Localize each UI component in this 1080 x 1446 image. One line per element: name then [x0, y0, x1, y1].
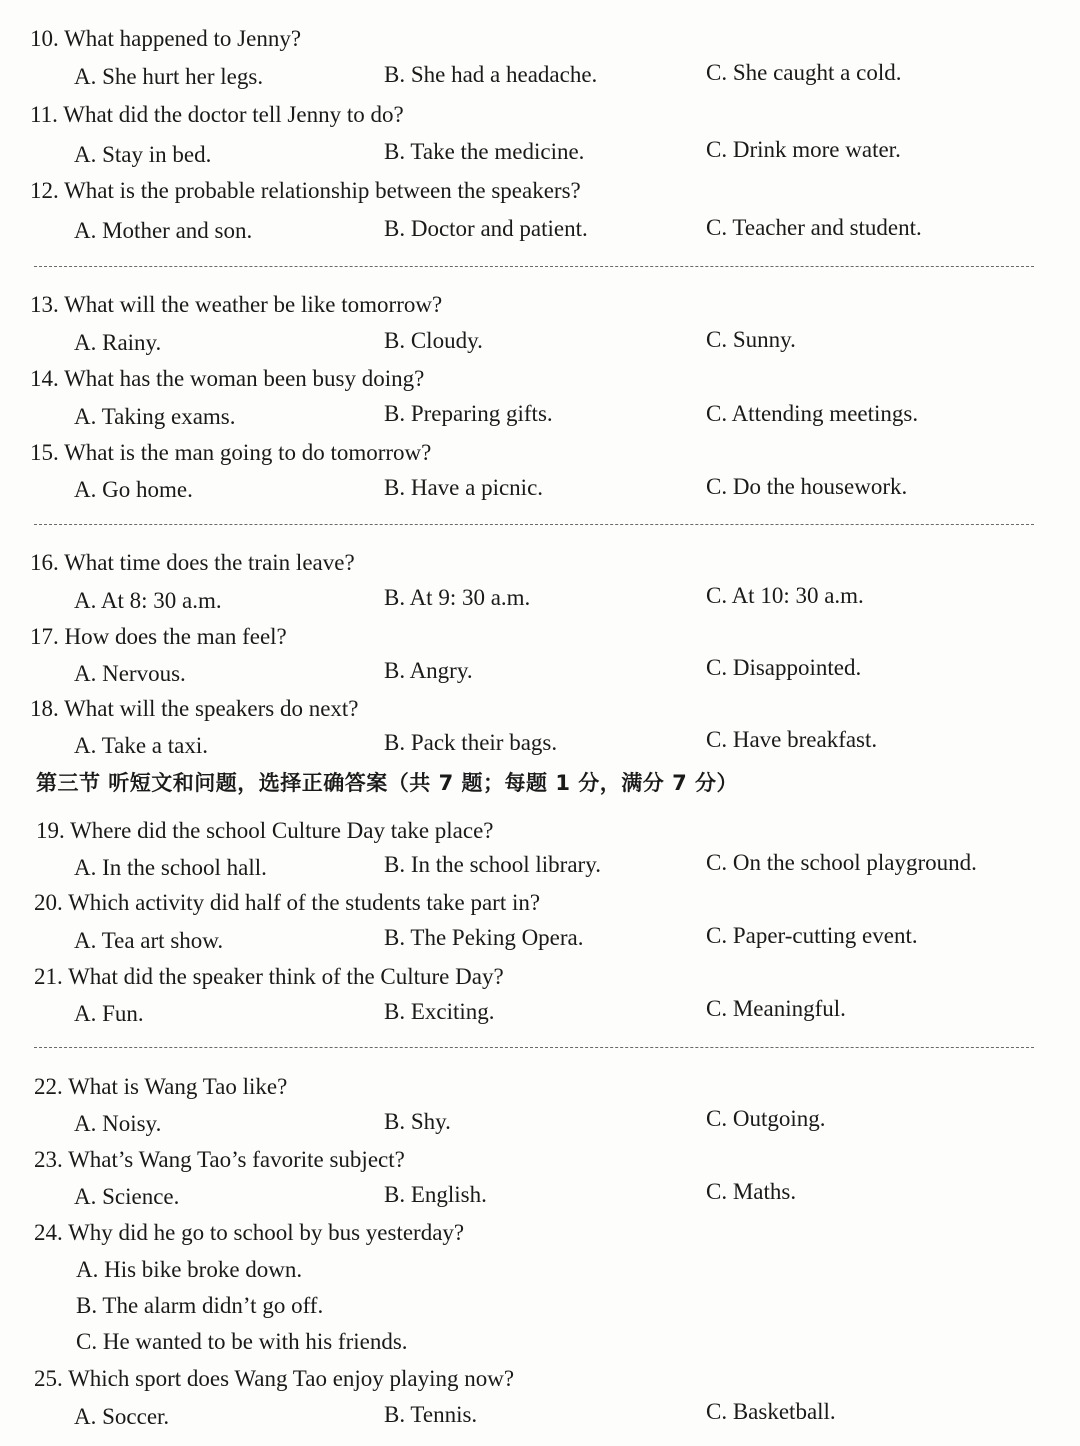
option-c: C. On the school playground.: [706, 850, 977, 875]
option-a: A. Taking exams.: [74, 404, 236, 429]
option-b: B. English.: [384, 1182, 487, 1207]
question-stem: 15. What is the man going to do tomorrow?: [30, 440, 432, 465]
option-b: B. Angry.: [384, 658, 473, 683]
option-b: B. The alarm didn’t go off.: [76, 1293, 324, 1318]
question-stem: 12. What is the probable relationship between the speakers?: [30, 178, 581, 203]
option-c: C. At 10: 30 a.m.: [706, 583, 864, 608]
option-c: C. Have breakfast.: [706, 727, 878, 752]
option-c: C. Teacher and student.: [706, 215, 922, 240]
option-a: A. Mother and son.: [74, 218, 253, 243]
option-a: A. Soccer.: [74, 1404, 170, 1429]
option-a: A. Tea art show.: [74, 928, 224, 953]
option-a: A. Fun.: [74, 1001, 144, 1026]
option-c: C. Sunny.: [706, 327, 796, 352]
question-stem: 19. Where did the school Culture Day take place?: [36, 818, 494, 843]
question-stem: 10. What happened to Jenny?: [30, 26, 302, 51]
option-a: A. Go home.: [74, 477, 193, 502]
question-stem: 11. What did the doctor tell Jenny to do?: [30, 102, 404, 127]
option-a: A. Rainy.: [74, 330, 162, 355]
option-a: A. She hurt her legs.: [74, 64, 264, 89]
option-b: B. Shy.: [384, 1109, 451, 1134]
question-stem: 24. Why did he go to school by bus yesterday?: [34, 1220, 465, 1245]
option-c: C. He wanted to be with his friends.: [76, 1329, 408, 1354]
option-c: C. Basketball.: [706, 1399, 836, 1424]
question-stem: 21. What did the speaker think of the Culture Day?: [34, 964, 504, 989]
option-a: A. Stay in bed.: [74, 142, 212, 167]
question-stem: 18. What will the speakers do next?: [30, 696, 359, 721]
option-c: C. Do the housework.: [706, 474, 908, 499]
question-stem: 16. What time does the train leave?: [30, 550, 355, 575]
option-c: C. Attending meetings.: [706, 401, 919, 426]
option-b: B. Preparing gifts.: [384, 401, 553, 426]
option-b: B. Doctor and patient.: [384, 216, 588, 241]
option-b: B. The Peking Opera.: [384, 925, 584, 950]
option-a: A. His bike broke down.: [76, 1257, 303, 1282]
option-a: A. In the school hall.: [74, 855, 267, 880]
question-stem: 25. Which sport does Wang Tao enjoy playing now?: [34, 1366, 515, 1391]
option-c: C. Meaningful.: [706, 996, 846, 1021]
option-a: A. At 8: 30 a.m.: [74, 588, 222, 613]
option-b: B. Exciting.: [384, 999, 495, 1024]
section-divider: [34, 266, 1034, 267]
question-stem: 17. How does the man feel?: [30, 624, 287, 649]
section-heading: 第三节 听短文和问题，选择正确答案（共 7 题；每题 1 分，满分 7 分）: [36, 771, 739, 795]
option-b: B. Pack their bags.: [384, 730, 558, 755]
option-b: B. She had a headache.: [384, 62, 598, 87]
option-b: B. Have a picnic.: [384, 475, 544, 500]
section-divider: [34, 1047, 1034, 1048]
question-stem: 23. What’s Wang Tao’s favorite subject?: [34, 1147, 405, 1172]
question-stem: 14. What has the woman been busy doing?: [30, 366, 425, 391]
option-b: B. At 9: 30 a.m.: [384, 585, 531, 610]
question-stem: 13. What will the weather be like tomorrow?: [30, 292, 443, 317]
option-a: A. Noisy.: [74, 1111, 162, 1136]
option-b: B. In the school library.: [384, 852, 601, 877]
option-c: C. Paper-cutting event.: [706, 923, 918, 948]
question-stem: 22. What is Wang Tao like?: [34, 1074, 288, 1099]
option-c: C. She caught a cold.: [706, 60, 902, 85]
option-c: C. Drink more water.: [706, 137, 901, 162]
option-a: A. Nervous.: [74, 661, 186, 686]
option-c: C. Disappointed.: [706, 655, 862, 680]
option-c: C. Maths.: [706, 1179, 797, 1204]
option-b: B. Tennis.: [384, 1402, 478, 1427]
option-b: B. Take the medicine.: [384, 139, 585, 164]
option-a: A. Science.: [74, 1184, 180, 1209]
option-a: A. Take a taxi.: [74, 733, 209, 758]
question-stem: 20. Which activity did half of the students take part in?: [34, 890, 541, 915]
option-c: C. Outgoing.: [706, 1106, 826, 1131]
section-divider: [34, 524, 1034, 525]
option-b: B. Cloudy.: [384, 328, 483, 353]
